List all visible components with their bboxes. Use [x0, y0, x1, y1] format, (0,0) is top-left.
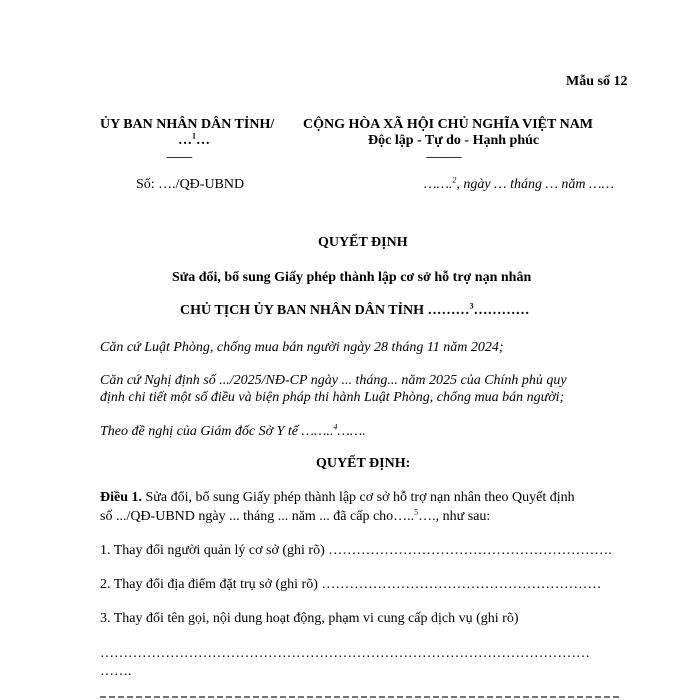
- document-number: Số: …./QĐ-UBND: [136, 177, 245, 192]
- decision-heading: QUYẾT ĐỊNH:: [316, 456, 411, 471]
- decision-title: QUYẾT ĐỊNH: [318, 235, 408, 250]
- form-number: Mẫu số 12: [566, 74, 628, 89]
- national-title: CỘNG HÒA XÃ HỘI CHỦ NGHĨA VIỆT NAM: [303, 117, 594, 132]
- basis-decree-line1: Căn cứ Nghị định số .../2025/NĐ-CP ngày ... tháng... năm 2025 của Chính phủ quy: [100, 373, 567, 388]
- article-1-label: Điều 1.: [100, 490, 142, 505]
- basis-decree-line2: định chi tiết một số điều và biện pháp thi hành Luật Phòng, chống mua bán người;: [100, 390, 565, 405]
- item-address-change: 2. Thay đổi địa điểm đặt trụ sở (ghi rõ) ……………………………………………………: [100, 577, 602, 592]
- item-name-scope-change: 3. Thay đổi tên gọi, nội dung hoạt động, phạm vi cung cấp dịch vụ (ghi rõ): [100, 611, 519, 626]
- fill-line-end: …….: [100, 664, 132, 679]
- national-motto: Độc lập - Tự do - Hạnh phúc: [368, 133, 540, 148]
- left-header-divider: -----------: [166, 152, 192, 163]
- place-and-date: …….$^2$, ngày … tháng … năm ……: [424, 175, 614, 192]
- authority-line: CHỦ TỊCH ỦY BAN NHÂN DÂN TỈNH ………$^3$…………: [180, 301, 530, 318]
- article-1-line1: Điều 1. Sửa đổi, bổ sung Giấy phép thành lập cơ sở hỗ trợ nạn nhân theo Quyết định: [100, 490, 575, 505]
- article-1-line2: số .../QĐ-UBND ngày ... tháng ... năm ... đã cấp cho…..$^5$…., như sau:: [100, 507, 491, 524]
- decision-subtitle: Sửa đổi, bổ sung Giấy phép thành lập cơ sở hỗ trợ nạn nhân: [172, 270, 532, 285]
- item-manager-change: 1. Thay đổi người quản lý cơ sở (ghi rõ) …………………………………………………….: [100, 543, 612, 558]
- basis-proposal: Theo đề nghị của Giám đốc Sở Y tế ……..$^4$…….: [100, 422, 366, 439]
- right-header-divider: ---------------: [426, 152, 461, 163]
- issuing-authority-placeholder: …$^1$…: [178, 131, 210, 148]
- cut-off-line: [100, 692, 620, 700]
- issuing-authority: ỦY BAN NHÂN DÂN TỈNH/: [100, 117, 275, 132]
- fill-line: ……………………………………………………………………………………………: [100, 646, 590, 661]
- basis-law: Căn cứ Luật Phòng, chống mua bán người ngày 28 tháng 11 năm 2024;: [100, 340, 504, 355]
